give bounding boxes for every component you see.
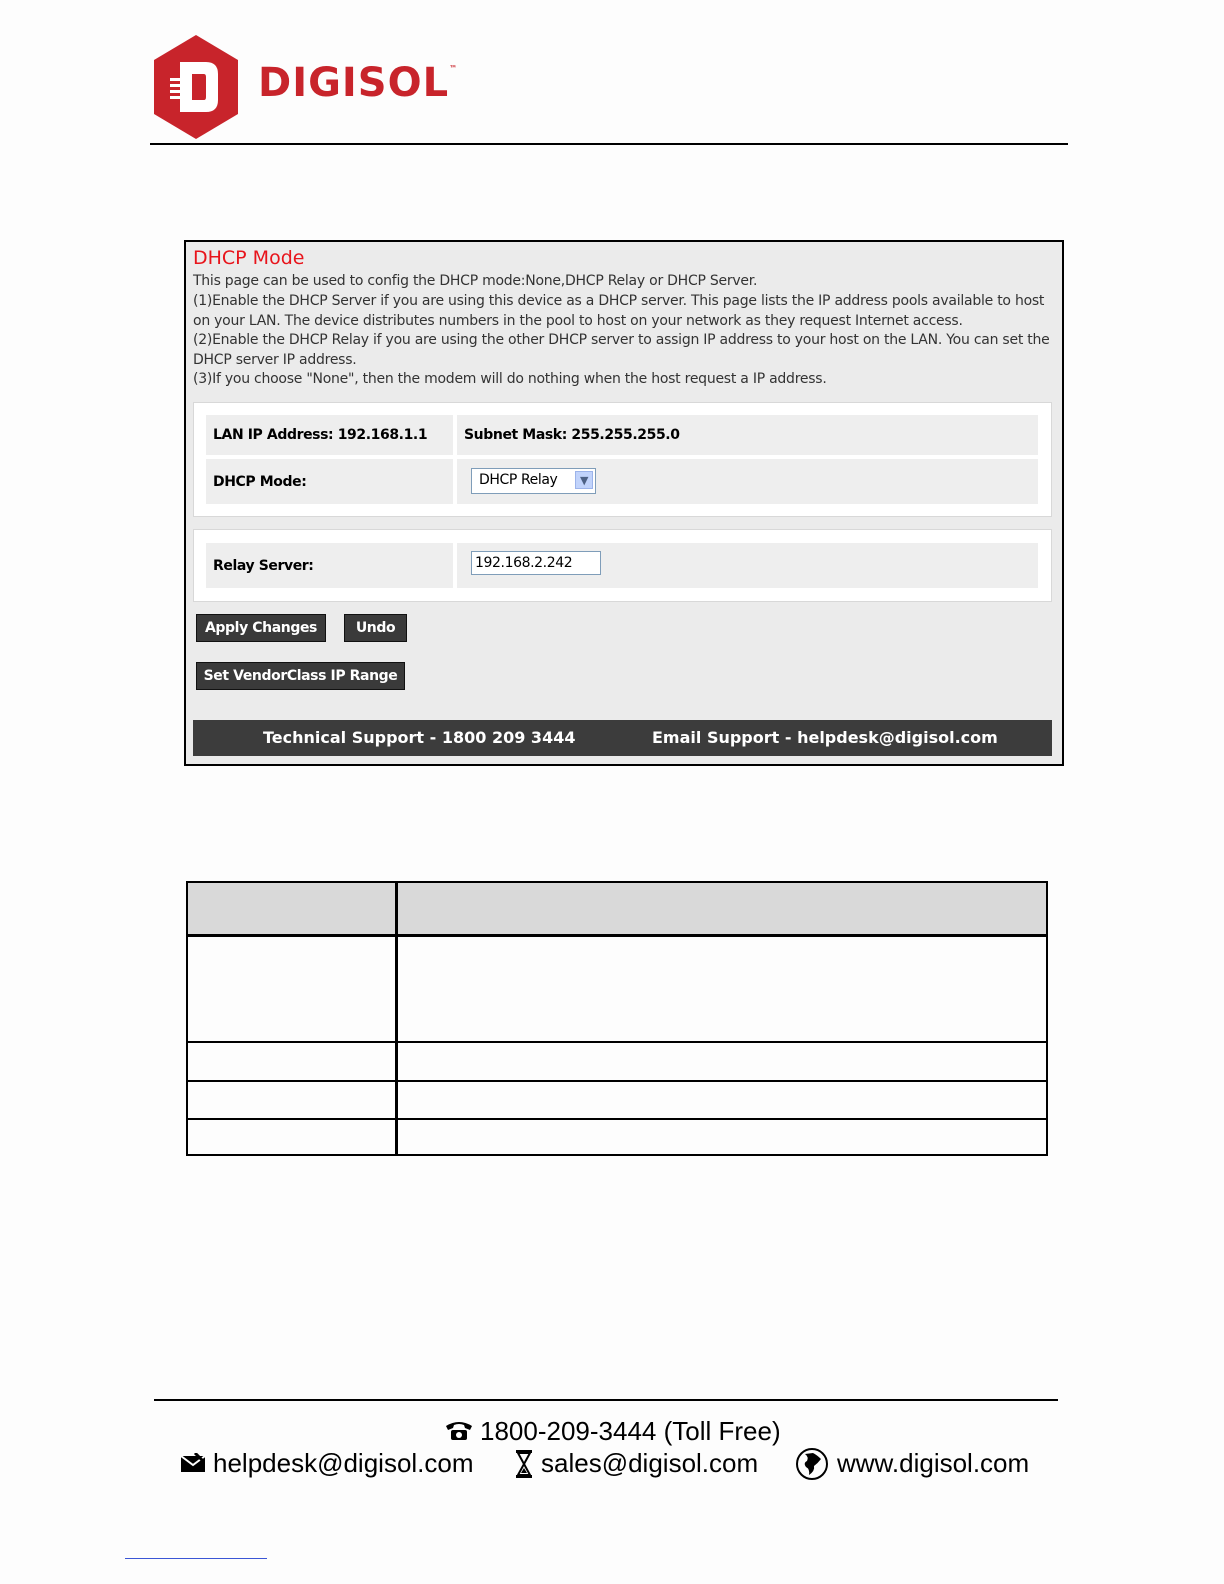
email-support-text: Email Support - helpdesk@digisol.com: [652, 728, 998, 747]
brand-name: DIGISOL™: [258, 60, 459, 106]
subnet-mask-text: Subnet Mask: 255.255.255.0: [464, 427, 680, 443]
apply-changes-button[interactable]: Apply Changes: [196, 614, 326, 642]
footer-sales-link[interactable]: sales@digisol.com: [541, 1448, 759, 1478]
lan-ip-text: LAN IP Address: 192.168.1.1: [213, 427, 428, 443]
dhcp-mode-label: DHCP Mode:: [213, 473, 307, 490]
table-header-row: [188, 883, 1046, 937]
parameter-table: [186, 881, 1048, 1156]
footer-phone: 1800-209-3444 (Toll Free): [480, 1416, 781, 1446]
table-row-divider: [188, 1118, 1046, 1120]
technical-support-text: Technical Support - 1800 209 3444: [263, 728, 576, 747]
dhcp-mode-select[interactable]: [471, 468, 596, 494]
mail-icon: [180, 1453, 206, 1473]
dhcp-mode-screenshot: [184, 240, 1064, 766]
footer-website-link[interactable]: www.digisol.com: [837, 1448, 1030, 1478]
phone-icon: [444, 1418, 474, 1442]
description-line: (1)Enable the DHCP Server if you are using this device as a DHCP server. This page lists the IP address pools available to host: [193, 293, 1045, 309]
relay-server-value-cell: [457, 543, 1038, 588]
relay-server-box: [193, 529, 1052, 602]
chevron-down-icon[interactable]: ▼: [575, 471, 593, 489]
table-row-divider: [188, 1041, 1046, 1043]
undo-button[interactable]: Undo: [344, 614, 407, 642]
globe-icon: [795, 1447, 829, 1481]
subnet-mask-cell: [457, 415, 1038, 455]
underline-mark: [125, 1558, 267, 1559]
description-line: (3)If you choose "None", then the modem will do nothing when the host request a IP address.: [193, 371, 827, 387]
dhcp-mode-label-cell: [206, 459, 453, 504]
table-column-divider: [395, 883, 398, 1154]
dhcp-mode-selected-value: DHCP Relay: [479, 472, 558, 488]
description-line: DHCP server IP address.: [193, 352, 357, 368]
footer-divider: [154, 1399, 1058, 1401]
hourglass-icon: [514, 1449, 534, 1479]
panel-title: DHCP Mode: [193, 247, 305, 269]
relay-server-label: Relay Server:: [213, 557, 314, 574]
description-line: (2)Enable the DHCP Relay if you are using the other DHCP server to assign IP address to your host on the LAN. You can set the: [193, 332, 1050, 348]
support-bar: [193, 720, 1052, 756]
dhcp-mode-value-cell: [457, 459, 1038, 504]
digisol-logo-icon: [152, 34, 240, 140]
lan-settings-box: [193, 402, 1052, 517]
relay-server-label-cell: [206, 543, 453, 588]
header-divider: [150, 143, 1068, 145]
relay-server-input[interactable]: [471, 551, 601, 575]
table-row-divider: [188, 1080, 1046, 1082]
footer-helpdesk-link[interactable]: helpdesk@digisol.com: [213, 1448, 474, 1478]
relay-server-value: 192.168.2.242: [475, 555, 573, 571]
description-line: on your LAN. The device distributes numbers in the pool to host on your network as they request Internet access.: [193, 313, 963, 329]
lan-ip-cell: [206, 415, 453, 455]
set-vendorclass-ip-range-button[interactable]: Set VendorClass IP Range: [196, 662, 405, 690]
description-line: This page can be used to config the DHCP mode:None,DHCP Relay or DHCP Server.: [193, 273, 758, 289]
